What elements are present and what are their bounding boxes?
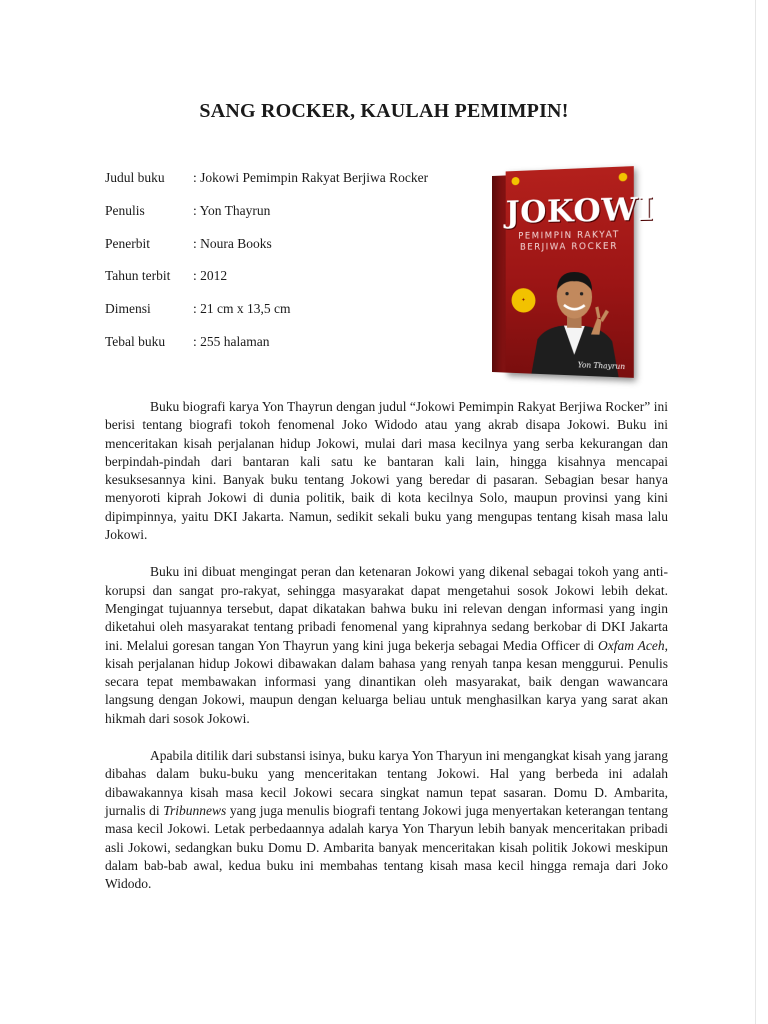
paragraph-1: Buku biografi karya Yon Thayrun dengan judul “Jokowi Pemimpin Rakyat Berjiwa Rocker” ini berisi tentang biografi tokoh fenomenal Joko Widodo atau yang akrab disapa Jokowi. Buku ini menceritakan kisah perjalanan hidup Jokowi, mulai dari masa kecilnya yang serba kekurangan dan berpindah-pindah dari bantaran kali satu ke bantaran kali lain, hingga kisahnya mencapai kesuksesannya kini. Banyak buku tentang Jokowi yang beredar di pasaran. Sebagian besar hanya menyoroti kiprah Jokowi di dunia politik, baik di kota kecilnya Solo, maupun provinsi yang kini dipimpinnya, yaitu DKI Jakarta. Namun, sedikit sekali buku yang mengupas tentang kisah masa lalu Jokowi. [105,399,668,543]
meta-row-pages [105,334,428,367]
meta-value: : Noura Books [193,235,272,251]
cover-author: Yon Thayrun [577,361,626,372]
meta-value: : Yon Thayrun [193,202,271,218]
book-front-cover [505,166,655,378]
paragraph-text: Buku ini dibuat mengingat peran dan ketenaran Jokowi yang dikenal sebagai tokoh yang anti-korupsi dan sangat pro-rakyat, sehingga masyarakat dapat mengetahui sosok Jokowi lebih dekat. Mengingat tujuannya tersebut, dapat dikatakan bahwa buku ini relevan dengan informasi yang ingin diketahui oleh masyarakat tentang pribadi fenomenal yang kiprahnya sedang berkobar di DKI Jakarta ini. Melalui goresan tangan Yon Thayrun yang kini juga bekerja sebagai Media Officer di [105,564,668,653]
meta-row-author [105,203,428,236]
paragraph-3 [105,747,668,893]
book-metadata [105,170,428,367]
cover-subtitle: PEMIMPIN RAKYAT [518,229,620,242]
meta-value: : 255 halaman [193,333,270,349]
publisher-logo-icon [619,173,628,182]
meta-label: Tebal buku [105,333,166,349]
meta-label: Tahun terbit [105,268,171,284]
paragraph-2 [105,563,668,728]
book-cover-image [492,166,655,378]
portrait-illustration-icon [523,259,627,377]
page-edge [755,0,756,1024]
meta-row-year [105,268,428,301]
meta-row-title [105,170,428,203]
meta-value: : 2012 [193,268,228,284]
cover-title: JOKOWI [505,190,655,231]
meta-value: : Jokowi Pemimpin Rakyat Berjiwa Rocker [193,170,429,185]
italic-organization-name: Oxfam Aceh [598,637,665,653]
meta-value: : 21 cm x 13,5 cm [193,301,291,317]
meta-row-dimension [105,301,428,334]
page-title: SANG ROCKER, KAULAH PEMIMPIN! [199,100,569,122]
meta-label: Judul buku [105,170,165,185]
paragraph-text: yang juga menulis biografi tentang Jokowi juga menyertakan keterangan tentang masa kecil Jokowi. Letak perbedaannya adalah karya Yon Tharyun lebih banyak menceritakan pribadi asli Jokowi, sedangkan buku Domu D. Ambarita banyak menceritakan kisah politik Jokowi meskipun dalam bab-bab awal, kedua buku ini membahas tentang kisah masa kecil hingga remaja dari Joko Widodo. [105,802,668,892]
paragraph-text: , kisah perjalanan hidup Jokowi dibawakan dalam bahasa yang renyah tanpa kesan menggurui. Penulis secara tepat membawakan informasi yang dinantikan oleh masyarakat, baik dengan wawancara langsung dengan Jokowi, maupun dengan keluarga beliau untuk menghasilkan karya yang sarat akan hikmah dari sosok Jokowi. [105,637,668,726]
cover-badge-icon: ✦ [512,288,536,313]
meta-label: Penerbit [105,235,150,251]
italic-publication-name: Tribunnews [163,802,227,818]
article-body [105,398,668,912]
meta-row-publisher [105,236,428,269]
cover-subtitle: BERJIWA ROCKER [519,241,619,253]
meta-label: Penulis [105,202,145,218]
book-spine [492,175,506,372]
paragraph-text: Apabila ditilik dari substansi isinya, buku karya Yon Tharyun ini mengangkat kisah yang jarang dibahas dalam buku-buku yang menceritakan tentang Jokowi. Hal yang berbeda ini adalah dibawakannya kisah masa kecil Jokowi secara singkat namun tepat sasaran. Domu D. Ambarita, jurnalis di [105,748,668,818]
publisher-logo-icon [512,177,520,185]
meta-label: Dimensi [105,301,151,317]
